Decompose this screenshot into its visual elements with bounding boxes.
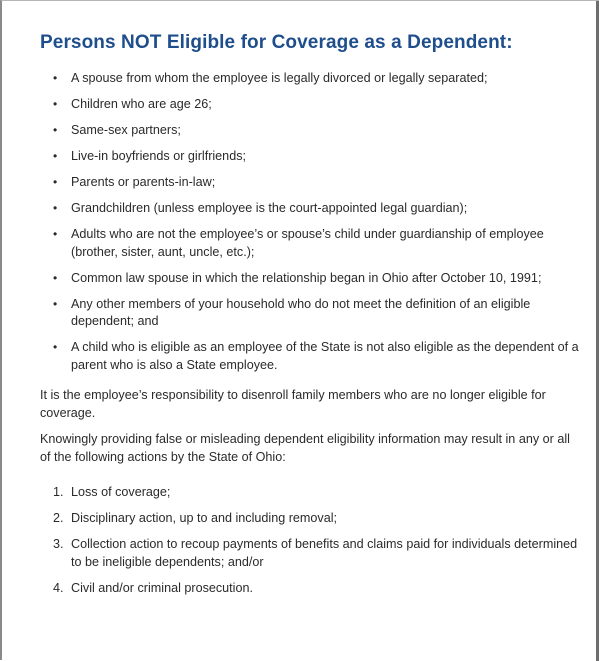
list-item <box>40 148 580 166</box>
list-number: 4. <box>53 580 64 595</box>
list-item-text: Civil and/or criminal prosecution. <box>71 580 253 595</box>
list-item <box>40 510 580 528</box>
bullet-icon: • <box>53 71 58 85</box>
warning-paragraph: Knowingly providing false or misleading dependent eligibility information may result in any or all of the following actions by the State of Ohio: <box>40 432 570 464</box>
page-title: Persons NOT Eligible for Coverage as a Dependent: <box>40 32 513 53</box>
list-item-text: Any other members of your household who do not meet the definition of an eligible dependent; and <box>71 296 531 328</box>
list-number: 3. <box>53 537 64 551</box>
bullet-icon: • <box>53 123 58 137</box>
list-item-text: A child who is eligible as an employee of the State is not also eligible as the dependent of a parent who is also a State employee. <box>71 340 579 372</box>
responsibility-paragraph: It is the employee’s responsibility to disenroll family members who are no longer eligible for coverage. <box>40 388 546 420</box>
list-item <box>40 70 580 88</box>
list-item-text: Live-in boyfriends or girlfriends; <box>71 149 246 163</box>
list-number: 1. <box>53 485 64 499</box>
list-item <box>40 200 580 218</box>
list-item-text: Collection action to recoup payments of benefits and claims paid for individuals determined to be ineligible dependents; and/or <box>71 537 578 569</box>
list-item <box>40 296 580 331</box>
bullet-icon: • <box>53 149 58 163</box>
ineligible-list <box>40 70 580 383</box>
list-item-text: Common law spouse in which the relationship began in Ohio after October 10, 1991; <box>71 270 542 285</box>
list-item <box>40 339 580 374</box>
list-item-text: Disciplinary action, up to and including removal; <box>71 511 338 525</box>
list-number: 2. <box>53 511 64 525</box>
list-item <box>40 226 580 261</box>
list-item <box>40 122 580 140</box>
bullet-icon: • <box>53 227 58 241</box>
list-item <box>40 174 580 192</box>
bullet-icon: • <box>53 296 58 311</box>
list-item-text: Same-sex partners; <box>71 123 181 137</box>
list-item-text: Adults who are not the employee’s or spouse’s child under guardianship of employee (brother, sister, aunt, uncle, etc.); <box>71 227 544 259</box>
bullet-icon: • <box>53 270 58 285</box>
list-item <box>40 580 580 598</box>
list-item <box>40 484 580 502</box>
list-item <box>40 536 580 571</box>
bullet-icon: • <box>53 175 58 189</box>
bullet-icon: • <box>53 201 58 215</box>
list-item <box>40 270 580 288</box>
bullet-icon: • <box>53 340 58 354</box>
list-item <box>40 96 580 114</box>
list-item-text: Grandchildren (unless employee is the court-appointed legal guardian); <box>71 201 468 215</box>
list-item-text: Parents or parents-in-law; <box>71 175 216 189</box>
list-item-text: Children who are age 26; <box>71 97 212 111</box>
list-item-text: Loss of coverage; <box>71 485 171 499</box>
list-item-text: A spouse from whom the employee is legally divorced or legally separated; <box>71 71 488 85</box>
bullet-icon: • <box>53 97 58 111</box>
actions-list <box>40 484 580 606</box>
